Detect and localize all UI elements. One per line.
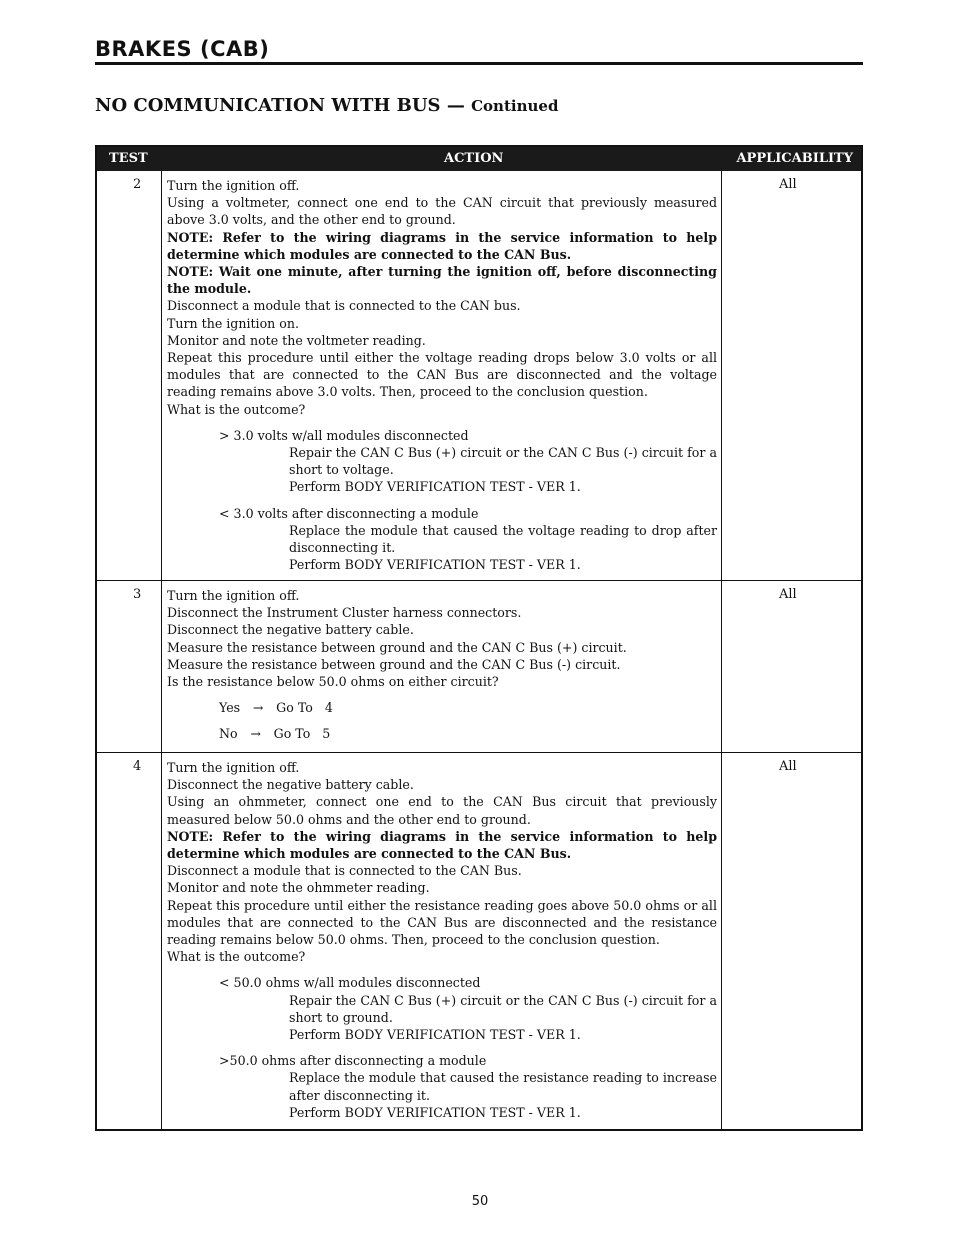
question-line: Is the resistance below 50.0 ohms on either circuit? — [167, 674, 499, 690]
page-heading — [95, 95, 558, 116]
note-line: NOTE: Wait one minute, after turning the ignition off, before disconnecting the module. — [167, 264, 717, 297]
section-rule — [95, 62, 863, 65]
step-line: Using an ohmmeter, connect one end to the CAN Bus circuit that previously measured below 50.0 ohms and the other end to ground. — [167, 794, 717, 827]
applicability-value: All — [779, 177, 797, 192]
step-line: Repeat this procedure until either the voltage reading drops below 3.0 volts or all modules that are connected to the CAN Bus are disconnected and the voltage reading remains above 3.0 volts. Then, proceed to the conclusion question. — [167, 350, 717, 400]
step-line: Disconnect the negative battery cable. — [167, 622, 414, 638]
step-line: Disconnect a module that is connected to the CAN Bus. — [167, 863, 522, 879]
note-line: NOTE: Refer to the wiring diagrams in the service information to help determine which modules are connected to the CAN Bus. — [167, 828, 717, 862]
action-text — [167, 587, 717, 743]
step-line: Using a voltmeter, connect one end to the CAN circuit that previously measured above 3.0 volts, and the other end to ground. — [167, 195, 717, 228]
action-text — [167, 759, 717, 1121]
step-line: Disconnect the Instrument Cluster harness connectors. — [167, 605, 522, 621]
header-test: TEST — [109, 151, 148, 166]
step-line: Measure the resistance between ground and the CAN C Bus (+) circuit. — [167, 639, 627, 655]
step-line: Monitor and note the voltmeter reading. — [167, 332, 426, 348]
section-title: BRAKES (CAB) — [95, 37, 270, 61]
outcome-condition: > 3.0 volts w/all modules disconnected — [219, 427, 469, 443]
test-number: 3 — [133, 587, 142, 602]
row-divider — [97, 752, 861, 753]
step-line: Turn the ignition off. — [167, 588, 300, 603]
answer-label: Yes — [219, 700, 241, 716]
action-text — [167, 177, 717, 573]
step-line: Measure the resistance between ground and the CAN C Bus (-) circuit. — [167, 656, 621, 672]
outcome-next: Perform BODY VERIFICATION TEST - VER 1. — [289, 557, 581, 573]
applicability-value: All — [779, 587, 797, 602]
page-number: 50 — [471, 1194, 489, 1209]
step-line: Disconnect the negative battery cable. — [167, 777, 414, 793]
answer-no — [167, 725, 717, 742]
outcome-condition: < 3.0 volts after disconnecting a module — [219, 505, 479, 521]
test-table — [95, 145, 863, 1131]
goto-text: Go To 5 — [273, 726, 331, 742]
step-line: Turn the ignition off. — [167, 178, 300, 193]
step-line: Turn the ignition off. — [167, 760, 300, 775]
step-line: Turn the ignition on. — [167, 315, 299, 331]
heading-title: NO COMMUNICATION WITH BUS — — [95, 95, 465, 116]
step-line: Disconnect a module that is connected to the CAN bus. — [167, 298, 521, 314]
test-number: 4 — [133, 759, 142, 774]
header-applicability: APPLICABILITY — [736, 151, 853, 166]
step-line: Monitor and note the ohmmeter reading. — [167, 880, 430, 896]
outcome-condition: >50.0 ohms after disconnecting a module — [219, 1053, 487, 1069]
question-line: What is the outcome? — [167, 949, 306, 965]
note-line: NOTE: Refer to the wiring diagrams in the service information to help determine which modules are connected to the CAN Bus. — [167, 229, 717, 262]
answer-label: No — [219, 726, 238, 742]
header-action: ACTION — [444, 151, 504, 166]
heading-continued: Continued — [471, 97, 559, 115]
outcome-result: Repair the CAN C Bus (+) circuit or the CAN C Bus (-) circuit for a short to ground. — [289, 992, 717, 1025]
outcome-result: Repair the CAN C Bus (+) circuit or the CAN C Bus (-) circuit for a short to voltage. — [289, 445, 717, 478]
outcome-result: Replace the module that caused the voltage reading to drop after disconnecting it. — [289, 522, 717, 556]
arrow-right-icon: → — [252, 700, 264, 716]
test-number: 2 — [133, 177, 142, 192]
question-line: What is the outcome? — [167, 401, 306, 417]
row-divider — [97, 580, 861, 581]
column-divider-test — [161, 171, 162, 1129]
applicability-value: All — [779, 759, 797, 774]
goto-text: Go To 4 — [276, 700, 333, 716]
outcome-next: Perform BODY VERIFICATION TEST - VER 1. — [289, 1027, 581, 1043]
arrow-right-icon: → — [250, 726, 261, 742]
answer-yes — [167, 699, 717, 716]
outcome-next: Perform BODY VERIFICATION TEST - VER 1. — [289, 479, 581, 495]
outcome-condition: < 50.0 ohms w/all modules disconnected — [219, 975, 481, 991]
step-line: Repeat this procedure until either the resistance reading goes above 50.0 ohms or all modules that are connected to the CAN Bus are disconnected and the resistance reading remains below 50.0 ohms. Then, proceed to the conclusion question. — [167, 897, 717, 948]
outcome-result: Replace the module that caused the resistance reading to increase after disconnecting it. — [289, 1070, 717, 1103]
table-header — [97, 147, 861, 171]
outcome-next: Perform BODY VERIFICATION TEST - VER 1. — [289, 1104, 581, 1120]
column-divider-applicability — [721, 171, 722, 1129]
